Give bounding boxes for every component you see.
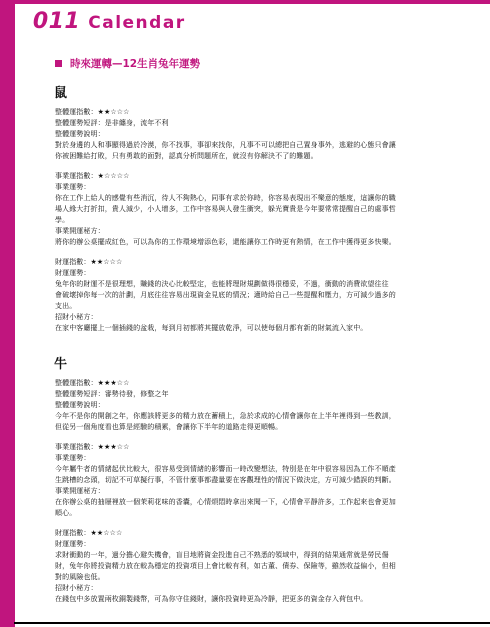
text-line: 求財衝動的一年，過分擔心避失機會，盲目地將資金投進自己不熟悉的領域中，得到的結果通常就是勞民傷 <box>55 551 389 559</box>
text-line: 在錢包中多放置兩枚銅製錢幣，可為你守住錢財，讓你投資時更為冷靜，把更多的資金存入荷包中。 <box>55 595 368 603</box>
text-line: 學。 <box>55 216 70 224</box>
page-content <box>55 56 480 605</box>
text-line: 你被困難給打敗，只有勇敢的面對，認真分析問題所在，就沒有你解決不了的難題。 <box>55 152 318 160</box>
animal-section <box>55 357 480 605</box>
text-line: 會破壞掉你每一次的計劃，月底往往容易出現資金見底的情況；適時給自己一些提醒和壓力，方可減少過多的 <box>55 291 396 299</box>
year-label <box>17 9 80 34</box>
fortune-block <box>55 257 480 334</box>
text-line: 整體運勢短評：是非纏身，流年不利 <box>55 119 169 127</box>
text-line: 對的風險也低。 <box>55 573 105 581</box>
text-line: 招財小秘方： <box>55 584 98 592</box>
fortune-block <box>55 171 480 248</box>
bottom-rule <box>14 622 490 624</box>
fortune-block <box>55 442 480 519</box>
animal-heading: 牛 <box>54 357 68 372</box>
animal-sections <box>55 86 480 605</box>
text-line: 財運指數：★★☆☆☆ <box>55 529 123 537</box>
text-line: 在家中客廳擺上一個插錢的盆栽，每到月初都將其擺放乾淨，可以使每個月都有新的財氣流入家中。 <box>55 324 368 332</box>
text-line: 財，兔年你將投資精力放在較為穩定的投資項目上會比較有利，如古董、債券、保險等，雖然收益偏小，但相 <box>55 562 396 570</box>
text-line: 財運運勢： <box>55 540 91 548</box>
text-line: 事業開運秘方： <box>55 487 105 495</box>
section-title <box>55 56 480 70</box>
year-first-digit: 2 <box>17 9 33 34</box>
text-line: 財運運勢： <box>55 269 91 277</box>
text-line: 你在工作上給人的感覺有些消沉，待人不夠熱心，同事有求於你時，你容易表現出不樂意的態度，這讓你的職 <box>55 194 396 202</box>
text-line: 場人緣大打折扣，貴人減少，小人增多，工作中容易與人發生衝突，躲光寶貴是今年要常常提醒自己的處事哲 <box>55 205 396 213</box>
square-bullet-icon <box>55 60 62 67</box>
animal-section <box>55 86 480 334</box>
calendar-title: Calendar <box>88 13 186 33</box>
text-line: 兔年你的財運不是很理想，賺錢的決心比較堅定，也能將理財規劃做得很穩妥，不過，衝動的消費欲望往往 <box>55 280 389 288</box>
text-line: 整體運指數：★★★☆☆ <box>55 379 130 387</box>
page-header <box>17 9 186 34</box>
text-line: 整體運指數：★★☆☆☆ <box>55 108 130 116</box>
text-line: 在你辦公桌的抽屜裡放一個茉莉花味的香囊，心情煩悶時拿出來聞一下，心情會平靜許多，工作起來也會更加 <box>55 498 396 506</box>
text-line: 整體運勢說明： <box>55 401 105 409</box>
text-line: 今年不是你的開創之年，你應該將更多的精力放在蓄積上，急於求成的心情會讓你在上半年裡得到一些教訓， <box>55 412 396 420</box>
year-rest: 011 <box>32 9 81 34</box>
text-line: 招財小秘方： <box>55 313 98 321</box>
text-line: 順心。 <box>55 509 77 517</box>
top-accent-bar <box>0 0 490 4</box>
section-title-text: 時來運轉—12生肖兔年運勢 <box>70 57 201 70</box>
fortune-block <box>55 528 480 605</box>
text-line: 事業運指數：★☆☆☆☆ <box>55 172 130 180</box>
animal-heading: 鼠 <box>54 86 68 101</box>
fortune-block <box>55 107 480 162</box>
text-line: 事業開運秘方： <box>55 227 105 235</box>
fortune-block <box>55 378 480 433</box>
side-accent-bar <box>0 0 15 627</box>
text-line: 整體運勢說明： <box>55 130 105 138</box>
text-line: 對於身邊的人和事顯得過於冷漠，你不找事，事卻來找你，凡事不可以總把自己置身事外，逃避的心態只會讓 <box>55 141 396 149</box>
text-line: 財運指數：★★☆☆☆ <box>55 258 123 266</box>
text-line: 事業運勢： <box>55 183 91 191</box>
text-line: 但從另一個角度看也算是經驗的積累，會讓你下半年的道路走得更順暢。 <box>55 423 283 431</box>
text-line: 支出。 <box>55 302 77 310</box>
text-line: 生跳槽的念頭，切記不可草擬行事，不管什麼事都盡量要在客觀理性的情況下做決定，方可減少錯誤的判斷。 <box>55 476 396 484</box>
text-line: 事業運勢： <box>55 454 91 462</box>
text-line: 整體運勢短評：審勢待發，修整之年 <box>55 390 169 398</box>
text-line: 今年屬牛者的情緒起伏比較大，很容易受到情緒的影響而一時改變想法，特別是在年中很容易因為工作不順產 <box>55 465 396 473</box>
text-line: 將你的辦公桌擺成紅色，可以為你的工作環境增添色彩，還能讓你工作時更有熱情，在工作中獲得更多快樂。 <box>55 238 396 246</box>
text-line: 事業運指數：★★★☆☆ <box>55 443 130 451</box>
